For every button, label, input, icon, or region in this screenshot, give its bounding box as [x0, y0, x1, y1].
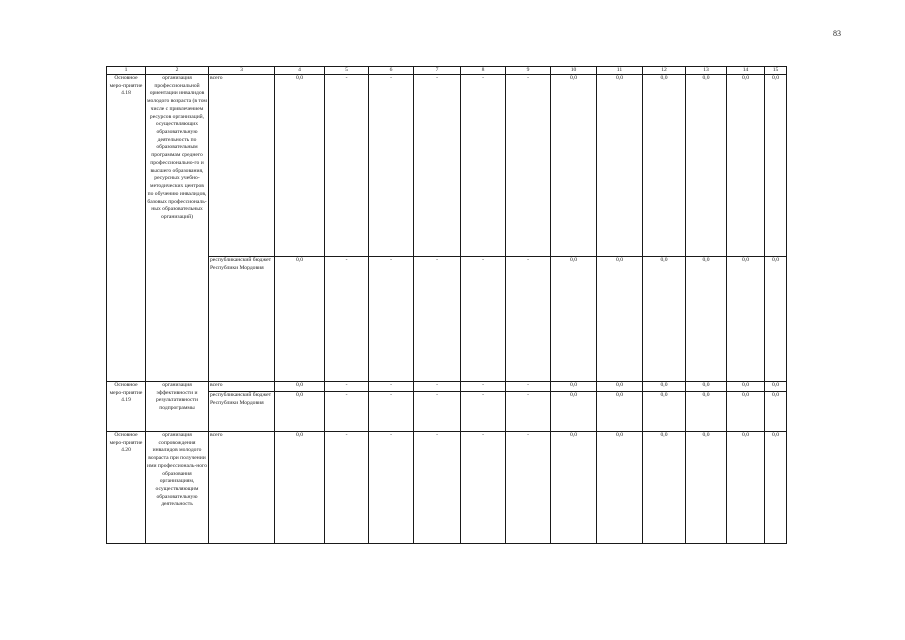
value-cell: - — [506, 392, 551, 432]
value-cell: - — [461, 432, 506, 544]
value-cell: 0,0 — [597, 75, 643, 257]
value-cell: - — [369, 382, 414, 392]
value-cell: 0,0 — [727, 75, 765, 257]
value-cell: 0,0 — [275, 432, 325, 544]
value-cell: 0,0 — [275, 75, 325, 257]
table-row — [107, 257, 787, 382]
value-cell: - — [506, 75, 551, 257]
value-cell: 0,0 — [643, 257, 686, 382]
value-cell: - — [325, 257, 369, 382]
column-number: 3 — [209, 67, 275, 75]
value-cell: 0,0 — [551, 392, 597, 432]
value-cell: 0,0 — [597, 432, 643, 544]
table-row — [107, 382, 787, 392]
value-cell: - — [461, 75, 506, 257]
value-cell: 0,0 — [765, 75, 787, 257]
value-cell: - — [506, 432, 551, 544]
value-cell: 0,0 — [551, 257, 597, 382]
value-cell: 0,0 — [643, 392, 686, 432]
value-cell: - — [325, 75, 369, 257]
value-cell: - — [461, 382, 506, 392]
value-cell: 0,0 — [765, 432, 787, 544]
value-cell: - — [369, 75, 414, 257]
value-cell: 0,0 — [686, 382, 727, 392]
value-cell: - — [414, 382, 461, 392]
value-cell: 0,0 — [686, 392, 727, 432]
value-cell: 0,0 — [686, 257, 727, 382]
value-cell: 0,0 — [275, 392, 325, 432]
table-row — [107, 432, 787, 544]
column-number: 11 — [597, 67, 643, 75]
value-cell: 0,0 — [551, 75, 597, 257]
column-number: 8 — [461, 67, 506, 75]
value-cell: 0,0 — [765, 392, 787, 432]
value-cell: 0,0 — [686, 75, 727, 257]
value-cell: 0,0 — [275, 257, 325, 382]
column-numbers-row — [107, 67, 787, 75]
value-cell: 0,0 — [686, 432, 727, 544]
value-cell: - — [369, 392, 414, 432]
column-number: 4 — [275, 67, 325, 75]
value-cell: - — [414, 257, 461, 382]
value-cell: - — [414, 432, 461, 544]
value-cell: - — [325, 382, 369, 392]
value-cell: - — [506, 257, 551, 382]
value-cell: 0,0 — [765, 382, 787, 392]
event-name: Основное меро-приятие 4.18 — [107, 75, 146, 382]
funding-source: всего — [209, 75, 275, 257]
column-number: 10 — [551, 67, 597, 75]
column-number: 2 — [146, 67, 209, 75]
column-number: 1 — [107, 67, 146, 75]
value-cell: 0,0 — [765, 257, 787, 382]
event-name: Основное меро-приятие 4.19 — [107, 382, 146, 432]
value-cell: 0,0 — [597, 382, 643, 392]
column-number: 13 — [686, 67, 727, 75]
budget-table — [106, 66, 787, 544]
value-cell: 0,0 — [643, 432, 686, 544]
column-number: 7 — [414, 67, 461, 75]
value-cell: 0,0 — [727, 257, 765, 382]
value-cell: 0,0 — [727, 382, 765, 392]
funding-source: всего — [209, 432, 275, 544]
column-number: 15 — [765, 67, 787, 75]
event-description: организация сопровождения инвалидов молодого возраста при получении ими профессиональ-ного образования организациям, осуществляющим образовательную деятельность — [146, 432, 209, 544]
value-cell: 0,0 — [643, 382, 686, 392]
value-cell: 0,0 — [643, 75, 686, 257]
value-cell: - — [414, 392, 461, 432]
value-cell: 0,0 — [597, 392, 643, 432]
funding-source: республиканский бюджет Республики Мордовия — [209, 257, 275, 382]
value-cell: - — [325, 392, 369, 432]
value-cell: - — [325, 432, 369, 544]
value-cell: - — [369, 257, 414, 382]
value-cell: 0,0 — [597, 257, 643, 382]
event-description: организация эффективности и результативности подпрограммы — [146, 382, 209, 432]
value-cell: 0,0 — [275, 382, 325, 392]
value-cell: - — [461, 257, 506, 382]
column-number: 14 — [727, 67, 765, 75]
page-number: 83 — [833, 29, 841, 38]
table-row — [107, 75, 787, 257]
value-cell: - — [369, 432, 414, 544]
column-number: 6 — [369, 67, 414, 75]
value-cell: - — [461, 392, 506, 432]
value-cell: 0,0 — [551, 382, 597, 392]
table-row — [107, 392, 787, 432]
event-description: организация профессиональной ориентации инвалидов молодого возраста (в том числе с привлечением ресурсов организаций, осуществляющих образовательную деятельность по образовательным программам среднего профессионально-го и высшего образования, ресурсных учебно-методических центров по обучению инвалидов, базовых профессиональ-ных образовательных организаций) — [146, 75, 209, 382]
value-cell: - — [414, 75, 461, 257]
value-cell: - — [506, 382, 551, 392]
funding-source: всего — [209, 382, 275, 392]
column-number: 5 — [325, 67, 369, 75]
column-number: 12 — [643, 67, 686, 75]
column-number: 9 — [506, 67, 551, 75]
event-name: Основное меро-приятие 4.20 — [107, 432, 146, 544]
value-cell: 0,0 — [551, 432, 597, 544]
value-cell: 0,0 — [727, 392, 765, 432]
funding-source: республиканский бюджет Республики Мордовия — [209, 392, 275, 432]
value-cell: 0,0 — [727, 432, 765, 544]
